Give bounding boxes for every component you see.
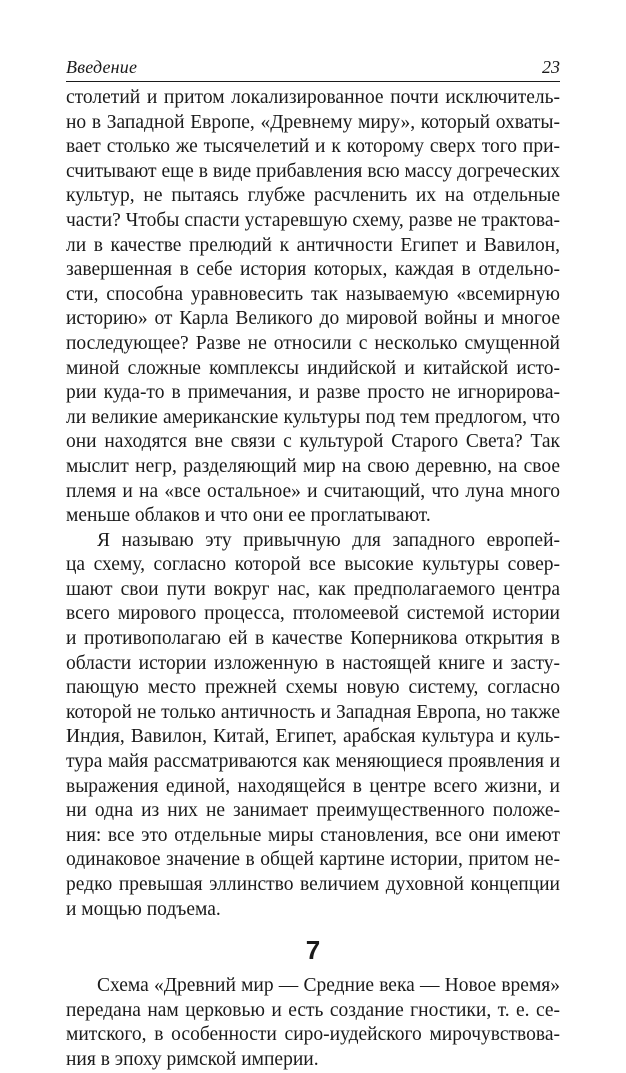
body-text <box>66 86 560 1073</box>
text-line: части? Чтобы спасти устаревшую схему, разве не трактова- <box>66 209 560 231</box>
text-line: культур, не пытаясь глубже расчленить их на отдельные <box>66 185 560 207</box>
text-line: ни одна из них не занимает преимущественного положе- <box>66 800 560 822</box>
page-number: 23 <box>542 57 560 77</box>
text-line: племя и на «все остальное» и считающий, что луна много <box>66 480 560 502</box>
text-line: митского, в особенности сиро-иудейского мирочувствова- <box>66 1024 560 1046</box>
text-line: выражения единой, находящейся в центре всего жизни, и <box>66 775 560 797</box>
text-line: но в Западной Европе, «Древнему миру», который охваты- <box>66 111 560 133</box>
text-line: вает столько же тысячелетий и к которому сверх того при- <box>66 136 560 158</box>
text-line: одинаковое значение в общей картине истории, притом не- <box>66 849 560 871</box>
text-line: передана нам церковью и есть создание гностики, т. е. се- <box>66 999 560 1021</box>
text-line: столетий и притом локализированное почти исключитель- <box>66 87 560 108</box>
text-line: Индия, Вавилон, Китай, Египет, арабская культура и куль- <box>66 726 560 748</box>
text-line: шают свои пути вокруг нас, как предполагаемого центра <box>66 578 560 600</box>
text-line: меньше облаков и что они ее проглатывают. <box>66 505 431 527</box>
section-number: 7 <box>305 935 321 966</box>
text-line: области истории изложенную в настоящей книге и засту- <box>66 652 560 674</box>
text-line: они находятся вне связи с культурой Старого Света? Так <box>66 431 560 453</box>
text-line: ли в качестве прелюдий к античности Египет и Вавилон, <box>66 234 560 256</box>
text-line: и мощью подъема. <box>66 898 221 920</box>
text-line: и противополагаю ей в качестве Коперникова открытия в <box>66 628 560 650</box>
text-line: ли великие американские культуры под тем предлогом, что <box>66 406 560 428</box>
text-line: ния: все это отдельные миры становления, все они имеют <box>66 824 560 846</box>
paragraph-2 <box>66 529 560 923</box>
text-line: считывают еще в виде прибавления всю массу догреческих <box>66 160 560 182</box>
text-line: Схема «Древний мир — Средние века — Новое время» <box>97 975 560 997</box>
text-line: пающую место прежней схемы новую систему, согласно <box>66 677 560 699</box>
text-line: историю» от Карла Великого до мировой войны и многое <box>66 308 560 330</box>
text-line: ца схему, согласно которой все высокие культуры совер- <box>66 554 560 576</box>
text-line: Я называю эту привычную для западного европей- <box>97 529 560 551</box>
text-line: завершенная в себе история которых, каждая в отдельно- <box>66 259 560 281</box>
paragraph-3 <box>66 974 560 1072</box>
text-line: мыслит негр, разделяющий мир на свою деревню, на свое <box>66 455 560 477</box>
text-line: сти, способна уравновесить так называемую «всемирную <box>66 283 560 305</box>
paragraph-1 <box>66 86 560 529</box>
text-line: редко превышая эллинство величием духовной концепции <box>66 874 560 895</box>
text-line: миной сложные комплексы индийской и китайской исто- <box>66 357 560 379</box>
chapter-title: Введение <box>66 57 138 77</box>
header-rule <box>66 81 560 82</box>
text-line: которой не только античность и Западная Европа, но также <box>66 701 560 723</box>
text-line: всего мирового процесса, птоломеевой системой истории <box>66 603 560 625</box>
text-line: ния в эпоху римской империи. <box>66 1048 319 1070</box>
text-line: тура майя рассматриваются как меняющиеся проявления и <box>66 751 560 773</box>
running-head <box>66 57 560 79</box>
text-line: рии куда-то в примечания, и разве просто не игнорирова- <box>66 382 560 404</box>
text-line: последующее? Разве не относили с несколько смущенной <box>66 332 560 354</box>
